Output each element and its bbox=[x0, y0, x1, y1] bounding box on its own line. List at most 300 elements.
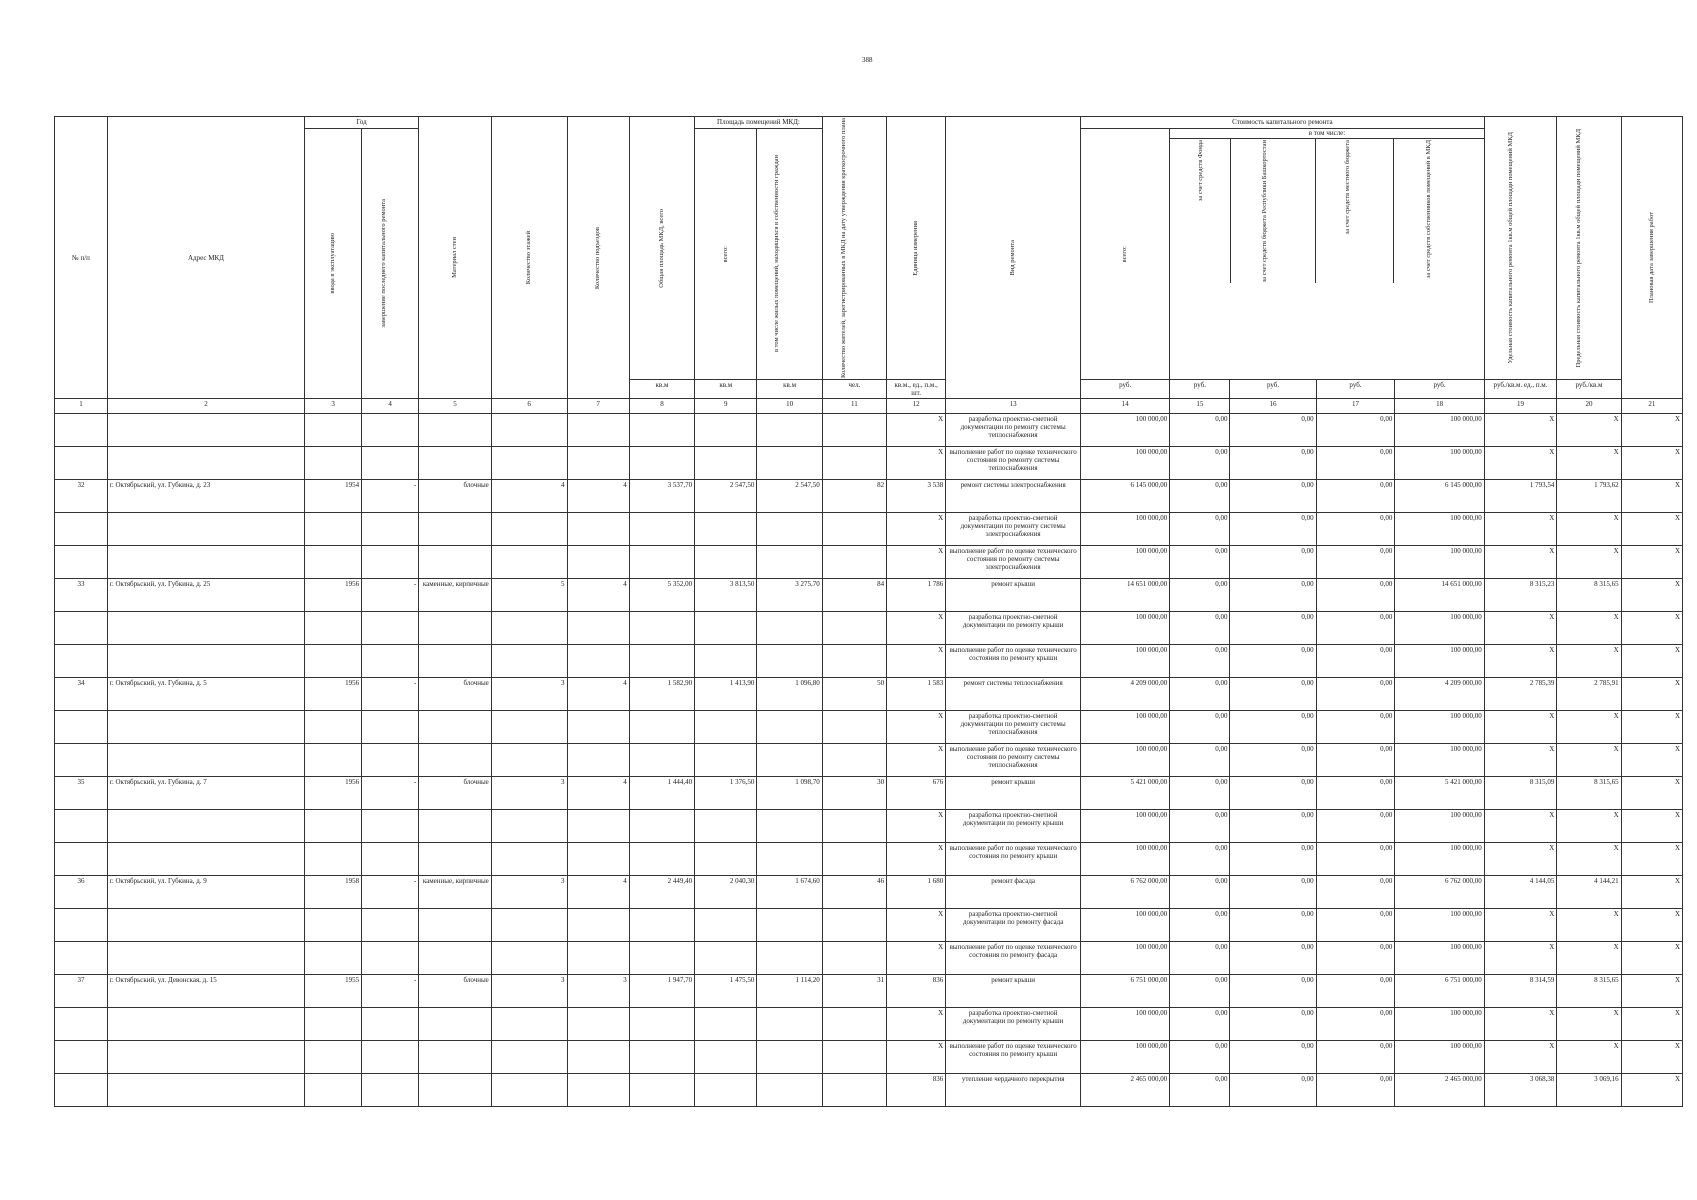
row-cost-local: 0,00 bbox=[1316, 1074, 1395, 1107]
row-cost-republic: 0,00 bbox=[1230, 1074, 1316, 1107]
row-cost-owners: 100 000,00 bbox=[1395, 1041, 1484, 1074]
row-num bbox=[55, 645, 108, 678]
row-entrances bbox=[567, 645, 629, 678]
row-cost-fund: 0,00 bbox=[1170, 843, 1230, 876]
row-cost-republic: 0,00 bbox=[1230, 810, 1316, 843]
row-floors bbox=[491, 414, 567, 447]
row-last-repair bbox=[362, 810, 419, 843]
row-cost-republic: 0,00 bbox=[1230, 777, 1316, 810]
row-cost-republic: 0,00 bbox=[1230, 612, 1316, 645]
row-material bbox=[419, 414, 492, 447]
header-cost-fund: за счет средств Фонда bbox=[1196, 140, 1204, 202]
row-year bbox=[305, 744, 362, 777]
table-row bbox=[55, 513, 1683, 546]
row-entrances bbox=[567, 1074, 629, 1107]
row-address bbox=[107, 1041, 304, 1074]
row-cost-total: 4 209 000,00 bbox=[1081, 678, 1170, 711]
row-unit-cost: X bbox=[1484, 1008, 1557, 1041]
row-last-repair bbox=[362, 645, 419, 678]
row-cost-fund: 0,00 bbox=[1170, 942, 1230, 975]
row-cost-total: 6 145 000,00 bbox=[1081, 480, 1170, 513]
row-address: г. Октябрьский, ул. Губкина, д. 5 bbox=[107, 678, 304, 711]
row-cost-total: 5 421 000,00 bbox=[1081, 777, 1170, 810]
row-unit: 3 538 bbox=[887, 480, 946, 513]
row-plan-date: X bbox=[1621, 645, 1682, 678]
row-unit-cost: X bbox=[1484, 711, 1557, 744]
unit-cost-total: руб. bbox=[1081, 380, 1170, 399]
row-unit: X bbox=[887, 447, 946, 480]
row-total-area bbox=[629, 1074, 694, 1107]
row-total-area bbox=[629, 942, 694, 975]
row-repair-type: ремонт системы электроснабжения bbox=[946, 480, 1081, 513]
header-year-commission: ввода в эксплуатацию bbox=[329, 233, 337, 294]
row-repair-type: выполнение работ по оценке технического состояния по ремонту фасада bbox=[946, 942, 1081, 975]
row-cost-local: 0,00 bbox=[1316, 744, 1395, 777]
row-floors: 3 bbox=[491, 876, 567, 909]
row-residents bbox=[822, 645, 886, 678]
row-cost-republic: 0,00 bbox=[1230, 447, 1316, 480]
row-last-repair: - bbox=[362, 579, 419, 612]
header-year-last-repair: завершение последнего капитального ремонта bbox=[380, 199, 388, 328]
row-address: г. Октябрьский, ул. Девонская, д. 15 bbox=[107, 975, 304, 1008]
row-year bbox=[305, 645, 362, 678]
row-max-cost: X bbox=[1557, 909, 1621, 942]
table-row bbox=[55, 744, 1683, 777]
row-cost-owners: 100 000,00 bbox=[1395, 1008, 1484, 1041]
row-material bbox=[419, 942, 492, 975]
row-cost-owners: 100 000,00 bbox=[1395, 909, 1484, 942]
row-unit: 1 680 bbox=[887, 876, 946, 909]
row-cost-fund: 0,00 bbox=[1170, 612, 1230, 645]
row-cost-fund: 0,00 bbox=[1170, 414, 1230, 447]
row-cost-fund: 0,00 bbox=[1170, 975, 1230, 1008]
row-cost-local: 0,00 bbox=[1316, 447, 1395, 480]
row-max-cost: X bbox=[1557, 513, 1621, 546]
row-premises-total bbox=[695, 744, 757, 777]
row-num bbox=[55, 513, 108, 546]
row-plan-date: X bbox=[1621, 480, 1682, 513]
row-repair-type: разработка проектно-сметной документации по ремонту системы теплоснабжения bbox=[946, 711, 1081, 744]
row-max-cost: 8 315,65 bbox=[1557, 777, 1621, 810]
row-premises-owned: 1 096,80 bbox=[757, 678, 822, 711]
row-cost-fund: 0,00 bbox=[1170, 777, 1230, 810]
row-cost-total: 100 000,00 bbox=[1081, 744, 1170, 777]
row-plan-date: X bbox=[1621, 1041, 1682, 1074]
column-number: 17 bbox=[1316, 399, 1395, 414]
row-cost-republic: 0,00 bbox=[1230, 1008, 1316, 1041]
row-num bbox=[55, 414, 108, 447]
row-cost-local: 0,00 bbox=[1316, 645, 1395, 678]
row-unit-cost: 3 068,38 bbox=[1484, 1074, 1557, 1107]
row-cost-owners: 4 209 000,00 bbox=[1395, 678, 1484, 711]
row-address bbox=[107, 1074, 304, 1107]
unit-max-cost: руб./кв.м bbox=[1557, 380, 1621, 399]
row-unit: X bbox=[887, 942, 946, 975]
row-unit-cost: X bbox=[1484, 744, 1557, 777]
row-num bbox=[55, 909, 108, 942]
row-cost-total: 6 751 000,00 bbox=[1081, 975, 1170, 1008]
row-unit-cost: X bbox=[1484, 414, 1557, 447]
row-residents bbox=[822, 447, 886, 480]
row-cost-owners: 100 000,00 bbox=[1395, 744, 1484, 777]
row-entrances bbox=[567, 1041, 629, 1074]
row-residents bbox=[822, 414, 886, 447]
row-num bbox=[55, 546, 108, 579]
row-address bbox=[107, 447, 304, 480]
row-repair-type: ремонт крыши bbox=[946, 777, 1081, 810]
row-repair-type: разработка проектно-сметной документации по ремонту системы теплоснабжения bbox=[946, 414, 1081, 447]
row-premises-owned bbox=[757, 513, 822, 546]
row-residents bbox=[822, 1041, 886, 1074]
header-total-area: Общая площадь МКД, всего bbox=[658, 208, 666, 288]
table-row bbox=[55, 414, 1683, 447]
row-cost-owners: 100 000,00 bbox=[1395, 612, 1484, 645]
row-material bbox=[419, 1008, 492, 1041]
row-cost-republic: 0,00 bbox=[1230, 414, 1316, 447]
row-premises-total bbox=[695, 942, 757, 975]
row-material bbox=[419, 612, 492, 645]
row-cost-owners: 6 751 000,00 bbox=[1395, 975, 1484, 1008]
row-cost-owners: 100 000,00 bbox=[1395, 447, 1484, 480]
row-premises-owned: 1 098,70 bbox=[757, 777, 822, 810]
row-plan-date: X bbox=[1621, 711, 1682, 744]
row-max-cost: 2 785,91 bbox=[1557, 678, 1621, 711]
row-entrances: 4 bbox=[567, 678, 629, 711]
row-plan-date: X bbox=[1621, 1074, 1682, 1107]
header-cost-total: всего: bbox=[1121, 245, 1129, 263]
header-cost-group: Стоимость капитального ремонта bbox=[1081, 117, 1485, 129]
row-premises-owned bbox=[757, 1041, 822, 1074]
row-cost-local: 0,00 bbox=[1316, 1041, 1395, 1074]
row-cost-republic: 0,00 bbox=[1230, 744, 1316, 777]
row-cost-total: 100 000,00 bbox=[1081, 612, 1170, 645]
row-residents bbox=[822, 942, 886, 975]
row-floors: 4 bbox=[491, 480, 567, 513]
column-number: 1 bbox=[55, 399, 108, 414]
row-max-cost: X bbox=[1557, 645, 1621, 678]
row-premises-owned bbox=[757, 414, 822, 447]
row-cost-total: 100 000,00 bbox=[1081, 447, 1170, 480]
row-cost-republic: 0,00 bbox=[1230, 975, 1316, 1008]
row-cost-total: 100 000,00 bbox=[1081, 414, 1170, 447]
row-year bbox=[305, 612, 362, 645]
unit-cost-owners: руб. bbox=[1395, 380, 1484, 399]
row-plan-date: X bbox=[1621, 546, 1682, 579]
row-residents bbox=[822, 546, 886, 579]
row-residents bbox=[822, 1074, 886, 1107]
row-cost-fund: 0,00 bbox=[1170, 480, 1230, 513]
row-max-cost: X bbox=[1557, 1008, 1621, 1041]
row-num: 34 bbox=[55, 678, 108, 711]
row-num bbox=[55, 711, 108, 744]
row-cost-republic: 0,00 bbox=[1230, 909, 1316, 942]
row-entrances bbox=[567, 612, 629, 645]
row-premises-total bbox=[695, 414, 757, 447]
row-unit: X bbox=[887, 612, 946, 645]
row-repair-type: разработка проектно-сметной документации по ремонту фасада bbox=[946, 909, 1081, 942]
header-unit: Единица измерения bbox=[912, 220, 920, 276]
header-num: № п/п bbox=[55, 117, 108, 399]
row-floors: 3 bbox=[491, 975, 567, 1008]
row-unit: X bbox=[887, 414, 946, 447]
row-floors bbox=[491, 942, 567, 975]
row-max-cost: X bbox=[1557, 1041, 1621, 1074]
row-unit: X bbox=[887, 810, 946, 843]
row-entrances bbox=[567, 546, 629, 579]
column-number: 14 bbox=[1081, 399, 1170, 414]
row-total-area: 1 582,90 bbox=[629, 678, 694, 711]
row-max-cost: X bbox=[1557, 942, 1621, 975]
row-material: блочные bbox=[419, 480, 492, 513]
row-total-area: 2 449,40 bbox=[629, 876, 694, 909]
column-number: 13 bbox=[946, 399, 1081, 414]
row-cost-total: 100 000,00 bbox=[1081, 513, 1170, 546]
page-number: 388 bbox=[862, 56, 873, 64]
unit-premises-total: кв.м bbox=[695, 380, 757, 399]
row-entrances bbox=[567, 513, 629, 546]
row-total-area bbox=[629, 447, 694, 480]
row-cost-fund: 0,00 bbox=[1170, 645, 1230, 678]
row-premises-owned: 2 547,50 bbox=[757, 480, 822, 513]
row-cost-local: 0,00 bbox=[1316, 546, 1395, 579]
row-material bbox=[419, 1074, 492, 1107]
row-premises-total bbox=[695, 1074, 757, 1107]
row-cost-owners: 14 651 000,00 bbox=[1395, 579, 1484, 612]
row-last-repair bbox=[362, 612, 419, 645]
row-unit: X bbox=[887, 711, 946, 744]
row-address bbox=[107, 909, 304, 942]
row-max-cost: X bbox=[1557, 546, 1621, 579]
row-num: 35 bbox=[55, 777, 108, 810]
row-entrances bbox=[567, 711, 629, 744]
row-plan-date: X bbox=[1621, 942, 1682, 975]
row-cost-fund: 0,00 bbox=[1170, 447, 1230, 480]
table-row bbox=[55, 777, 1683, 810]
row-address: г. Октябрьский, ул. Губкина, д. 23 bbox=[107, 480, 304, 513]
row-num bbox=[55, 810, 108, 843]
row-year: 1958 bbox=[305, 876, 362, 909]
column-number: 2 bbox=[107, 399, 304, 414]
row-last-repair bbox=[362, 447, 419, 480]
row-material bbox=[419, 909, 492, 942]
row-premises-total: 1 475,50 bbox=[695, 975, 757, 1008]
row-cost-republic: 0,00 bbox=[1230, 942, 1316, 975]
row-floors bbox=[491, 645, 567, 678]
row-cost-local: 0,00 bbox=[1316, 513, 1395, 546]
row-cost-owners: 100 000,00 bbox=[1395, 546, 1484, 579]
row-cost-fund: 0,00 bbox=[1170, 1074, 1230, 1107]
row-entrances bbox=[567, 909, 629, 942]
row-max-cost: X bbox=[1557, 612, 1621, 645]
row-repair-type: выполнение работ по оценке технического состояния по ремонту системы теплоснабжения bbox=[946, 447, 1081, 480]
row-cost-local: 0,00 bbox=[1316, 810, 1395, 843]
row-num: 36 bbox=[55, 876, 108, 909]
row-premises-owned bbox=[757, 942, 822, 975]
row-floors bbox=[491, 1074, 567, 1107]
row-address bbox=[107, 414, 304, 447]
row-year bbox=[305, 546, 362, 579]
row-last-repair bbox=[362, 513, 419, 546]
row-last-repair: - bbox=[362, 480, 419, 513]
row-year: 1954 bbox=[305, 480, 362, 513]
row-last-repair bbox=[362, 546, 419, 579]
row-entrances bbox=[567, 744, 629, 777]
row-num bbox=[55, 744, 108, 777]
row-material bbox=[419, 711, 492, 744]
row-cost-fund: 0,00 bbox=[1170, 1041, 1230, 1074]
row-cost-local: 0,00 bbox=[1316, 1008, 1395, 1041]
row-last-repair bbox=[362, 1041, 419, 1074]
table-row bbox=[55, 942, 1683, 975]
row-cost-total: 100 000,00 bbox=[1081, 546, 1170, 579]
row-address bbox=[107, 843, 304, 876]
row-last-repair bbox=[362, 414, 419, 447]
row-floors: 5 bbox=[491, 579, 567, 612]
row-cost-owners: 100 000,00 bbox=[1395, 843, 1484, 876]
row-last-repair bbox=[362, 843, 419, 876]
header-address: Адрес МКД bbox=[107, 117, 304, 399]
row-cost-total: 100 000,00 bbox=[1081, 909, 1170, 942]
column-number: 20 bbox=[1557, 399, 1621, 414]
column-number: 8 bbox=[629, 399, 694, 414]
row-last-repair: - bbox=[362, 678, 419, 711]
row-premises-owned bbox=[757, 1008, 822, 1041]
row-year bbox=[305, 414, 362, 447]
header-cost-local: за счет средств местного бюджета bbox=[1344, 140, 1352, 235]
row-address bbox=[107, 546, 304, 579]
row-cost-owners: 2 465 000,00 bbox=[1395, 1074, 1484, 1107]
row-max-cost: X bbox=[1557, 447, 1621, 480]
row-entrances: 4 bbox=[567, 480, 629, 513]
row-floors bbox=[491, 1008, 567, 1041]
row-year bbox=[305, 1008, 362, 1041]
row-cost-owners: 100 000,00 bbox=[1395, 513, 1484, 546]
row-cost-local: 0,00 bbox=[1316, 777, 1395, 810]
table-row bbox=[55, 909, 1683, 942]
row-material bbox=[419, 744, 492, 777]
row-cost-local: 0,00 bbox=[1316, 579, 1395, 612]
row-last-repair bbox=[362, 909, 419, 942]
header-wall-material: Материал стен bbox=[451, 237, 459, 278]
table-row bbox=[55, 711, 1683, 744]
table-row bbox=[55, 1008, 1683, 1041]
row-unit-cost: X bbox=[1484, 909, 1557, 942]
column-number: 7 bbox=[567, 399, 629, 414]
row-floors bbox=[491, 447, 567, 480]
row-residents: 46 bbox=[822, 876, 886, 909]
row-max-cost: 8 315,65 bbox=[1557, 579, 1621, 612]
row-plan-date: X bbox=[1621, 876, 1682, 909]
row-cost-republic: 0,00 bbox=[1230, 678, 1316, 711]
row-total-area bbox=[629, 843, 694, 876]
row-total-area bbox=[629, 513, 694, 546]
row-floors: 3 bbox=[491, 678, 567, 711]
row-address bbox=[107, 744, 304, 777]
row-material: блочные bbox=[419, 975, 492, 1008]
row-year bbox=[305, 1074, 362, 1107]
row-plan-date: X bbox=[1621, 744, 1682, 777]
row-repair-type: ремонт фасада bbox=[946, 876, 1081, 909]
row-floors bbox=[491, 1041, 567, 1074]
row-cost-fund: 0,00 bbox=[1170, 909, 1230, 942]
row-num bbox=[55, 1008, 108, 1041]
row-total-area bbox=[629, 1041, 694, 1074]
row-residents: 50 bbox=[822, 678, 886, 711]
row-repair-type: выполнение работ по оценке технического состояния по ремонту системы теплоснабжения bbox=[946, 744, 1081, 777]
row-repair-type: ремонт крыши bbox=[946, 975, 1081, 1008]
row-repair-type: утепление чердачного перекрытия bbox=[946, 1074, 1081, 1107]
row-unit-cost: X bbox=[1484, 447, 1557, 480]
row-premises-total: 2 040,30 bbox=[695, 876, 757, 909]
column-number: 12 bbox=[887, 399, 946, 414]
row-premises-owned: 3 275,70 bbox=[757, 579, 822, 612]
row-plan-date: X bbox=[1621, 513, 1682, 546]
row-address bbox=[107, 645, 304, 678]
row-total-area bbox=[629, 645, 694, 678]
row-unit: X bbox=[887, 1008, 946, 1041]
header-plan-date: Плановая дата завершения работ bbox=[1648, 212, 1656, 304]
capital-repair-table bbox=[54, 116, 1683, 1107]
row-material: каменные, кирпичные bbox=[419, 579, 492, 612]
row-max-cost: X bbox=[1557, 414, 1621, 447]
row-unit-cost: X bbox=[1484, 942, 1557, 975]
row-last-repair bbox=[362, 744, 419, 777]
row-plan-date: X bbox=[1621, 843, 1682, 876]
row-floors bbox=[491, 744, 567, 777]
row-num bbox=[55, 447, 108, 480]
row-premises-total bbox=[695, 810, 757, 843]
row-max-cost: X bbox=[1557, 810, 1621, 843]
row-cost-republic: 0,00 bbox=[1230, 876, 1316, 909]
row-premises-owned: 1 114,20 bbox=[757, 975, 822, 1008]
row-cost-total: 100 000,00 bbox=[1081, 1041, 1170, 1074]
row-repair-type: выполнение работ по оценке технического состояния по ремонту крыши bbox=[946, 645, 1081, 678]
row-residents bbox=[822, 612, 886, 645]
row-total-area: 1 444,40 bbox=[629, 777, 694, 810]
row-cost-republic: 0,00 bbox=[1230, 645, 1316, 678]
unit-unit: кв.м., ед., п.м., шт. bbox=[887, 380, 946, 399]
row-premises-owned: 1 674,60 bbox=[757, 876, 822, 909]
row-premises-total: 1 413,90 bbox=[695, 678, 757, 711]
header-repair-type: Вид ремонта bbox=[1009, 239, 1017, 276]
row-repair-type: разработка проектно-сметной документации по ремонту крыши bbox=[946, 612, 1081, 645]
row-address: г. Октябрьский, ул. Губкина, д. 9 bbox=[107, 876, 304, 909]
row-repair-type: выполнение работ по оценке технического состояния по ремонту крыши bbox=[946, 843, 1081, 876]
row-cost-local: 0,00 bbox=[1316, 480, 1395, 513]
row-residents: 84 bbox=[822, 579, 886, 612]
row-cost-total: 100 000,00 bbox=[1081, 843, 1170, 876]
row-unit-cost: 8 315,23 bbox=[1484, 579, 1557, 612]
row-num bbox=[55, 942, 108, 975]
row-max-cost: 8 315,65 bbox=[1557, 975, 1621, 1008]
row-address bbox=[107, 513, 304, 546]
row-last-repair bbox=[362, 1074, 419, 1107]
header-residents: Количество жителей, зарегистрированных в МКД на дату утверждения краткосрочного плана bbox=[840, 118, 848, 379]
header-max-cost: Предельная стоимость капитального ремонта 1кв.м общей площади помещений МКД bbox=[1574, 128, 1582, 368]
row-repair-type: разработка проектно-сметной документации по ремонту системы электроснабжения bbox=[946, 513, 1081, 546]
row-cost-total: 100 000,00 bbox=[1081, 711, 1170, 744]
row-unit: X bbox=[887, 1041, 946, 1074]
row-floors bbox=[491, 810, 567, 843]
row-premises-total bbox=[695, 645, 757, 678]
row-premises-total bbox=[695, 711, 757, 744]
row-premises-total bbox=[695, 843, 757, 876]
row-address bbox=[107, 612, 304, 645]
row-floors bbox=[491, 612, 567, 645]
row-year bbox=[305, 513, 362, 546]
row-unit-cost: X bbox=[1484, 612, 1557, 645]
row-year bbox=[305, 810, 362, 843]
